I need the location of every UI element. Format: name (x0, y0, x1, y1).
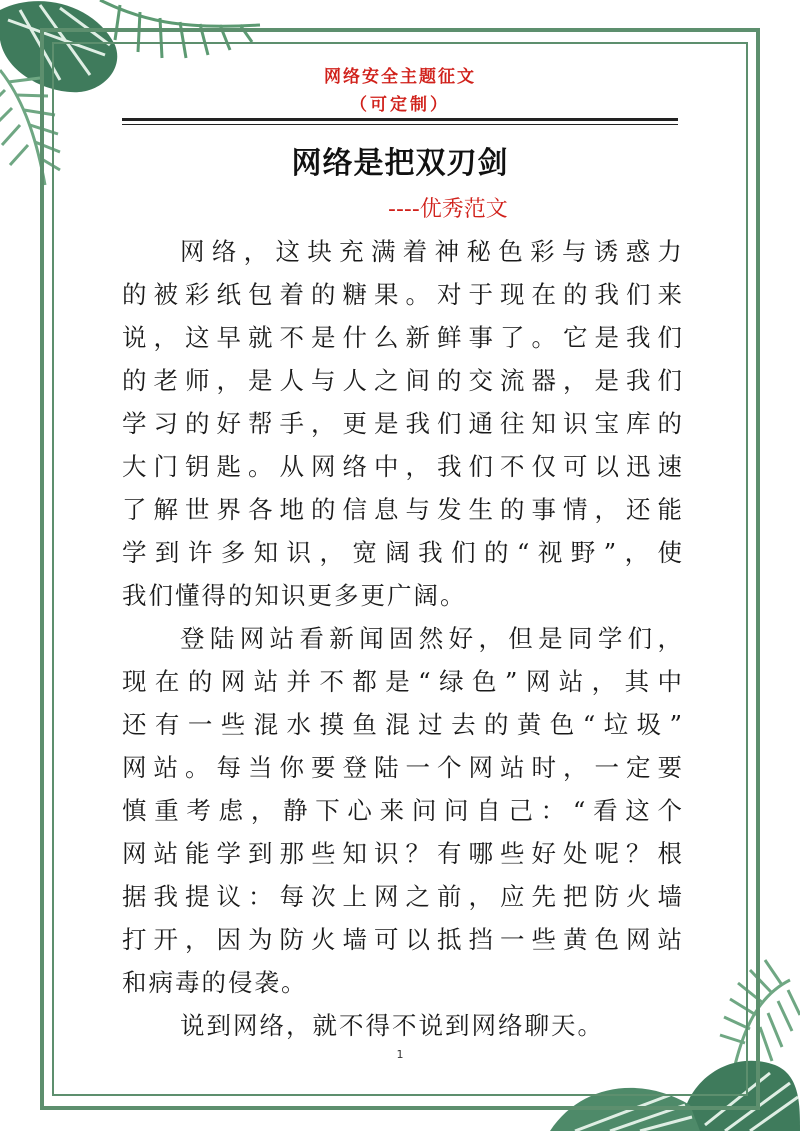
paragraph-line: 打 开 ， 因 为 防 火 墙 可 以 抵 挡 一 些 黄 色 网 站 (122, 925, 682, 954)
paragraph-line: 学 习 的 好 帮 手 ， 更 是 我 们 通 往 知 识 宝 库 的 (122, 409, 682, 438)
page-number: 1 (396, 1048, 404, 1061)
paragraph-line: 登 陆 网 站 看 新 闻 固 然 好 ， 但 是 同 学 们 ， (180, 624, 682, 653)
paragraph-line: 慎 重 考 虑 ， 静 下 心 来 问 问 自 己 ： “ 看 这 个 (122, 796, 682, 825)
paragraph-line: 的 老 师 ， 是 人 与 人 之 间 的 交 流 器 ， 是 我 们 (122, 366, 682, 395)
paragraph-line: 和病毒的侵袭。 (122, 968, 308, 997)
paragraph-line: 现 在 的 网 站 并 不 都 是 “ 绿 色 ” 网 站 ， 其 中 (122, 667, 682, 696)
header-topic: 网络安全主题征文 (324, 67, 476, 87)
paragraph-line: 大 门 钥 匙 。 从 网 络 中 ， 我 们 不 仅 可 以 迅 速 (122, 452, 682, 481)
paragraph-line: 网 络 ， 这 块 充 满 着 神 秘 色 彩 与 诱 惑 力 (180, 237, 682, 266)
paragraph-line: 的 被 彩 纸 包 着 的 糖 果 。 对 于 现 在 的 我 们 来 (122, 280, 682, 309)
header-divider (122, 118, 678, 121)
essay-title: 网络是把双刃剑 (291, 146, 509, 181)
paragraph-line: 说到网络，就不得不说到网络聊天。 (180, 1011, 604, 1040)
paragraph-line: 了 解 世 界 各 地 的 信 息 与 发 生 的 事 情 ， 还 能 (122, 495, 682, 524)
paragraph-line: 说 ， 这 早 就 不 是 什 么 新 鲜 事 了 。 它 是 我 们 (122, 323, 682, 352)
header-customizable: （可定制） (350, 95, 450, 115)
paragraph-line: 网 站 能 学 到 那 些 知 识 ？ 有 哪 些 好 处 呢 ？ 根 (122, 839, 682, 868)
paragraph-line: 据 我 提 议 ： 每 次 上 网 之 前 ， 应 先 把 防 火 墙 (122, 882, 682, 911)
essay-byline: ----优秀范文 (388, 197, 508, 222)
paragraph-line: 我们懂得的知识更多更广阔。 (122, 581, 467, 610)
paragraph-line: 学 到 许 多 知 识 ， 宽 阔 我 们 的 “ 视 野 ” ， 使 (122, 538, 682, 567)
paragraph-line: 网 站 。 每 当 你 要 登 陆 一 个 网 站 时 ， 一 定 要 (122, 753, 682, 782)
essay-body (122, 230, 682, 1047)
header-divider-thin (122, 124, 678, 125)
paragraph-line: 还 有 一 些 混 水 摸 鱼 混 过 去 的 黄 色 “ 垃 圾 ” (122, 710, 682, 739)
